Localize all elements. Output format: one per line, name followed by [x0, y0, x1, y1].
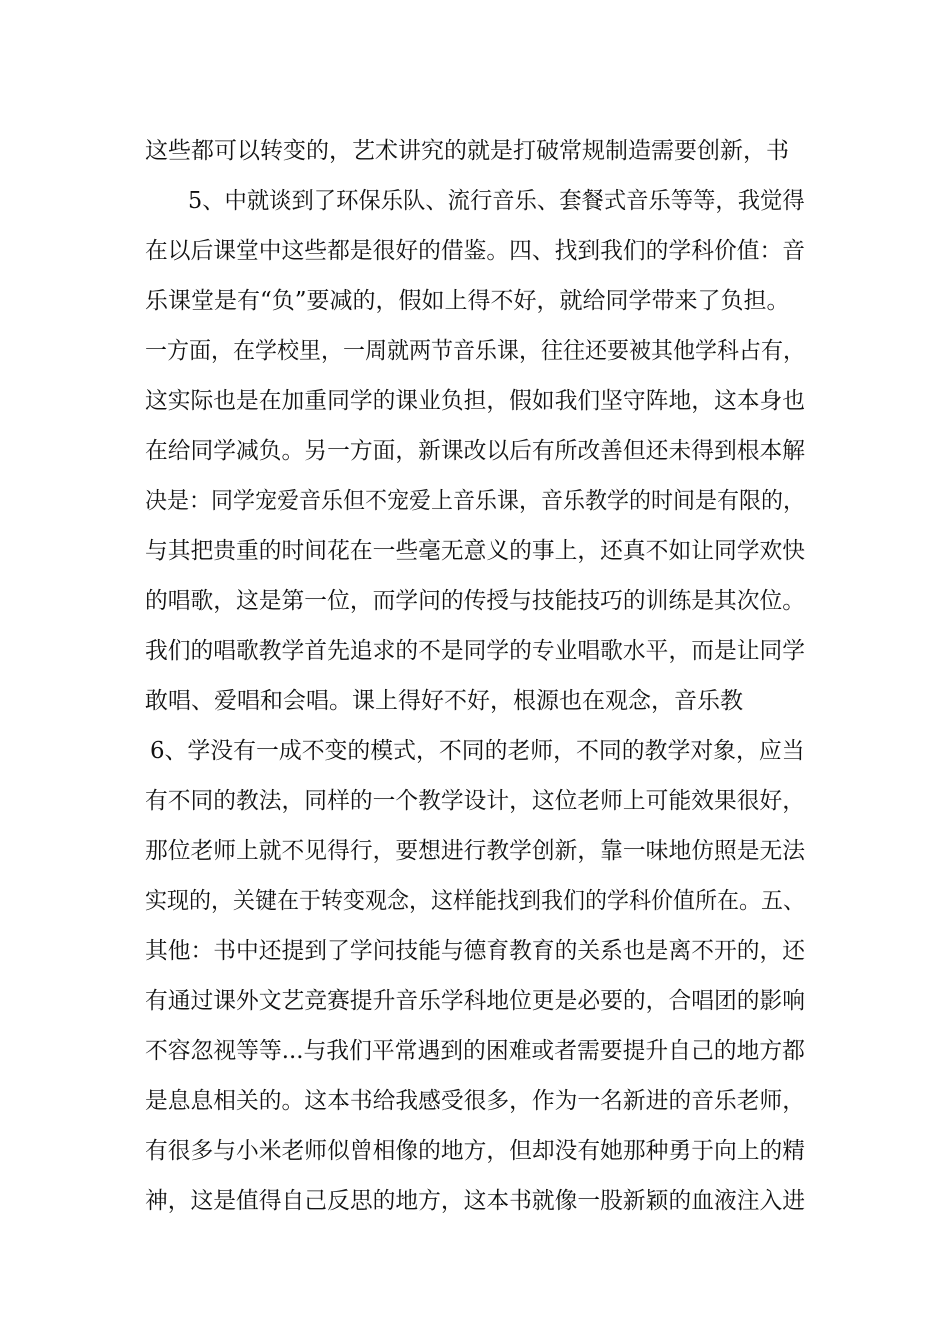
- text-line: 6、学没有一成不变的模式，不同的老师，不同的教学对象，应当: [150, 738, 805, 764]
- text-line: 实现的，关键在于转变观念，这样能找到我们的学科价值所在。五、: [145, 888, 805, 914]
- text-line: 我们的唱歌教学首先追求的不是同学的专业唱歌水平，而是让同学: [145, 638, 805, 664]
- text-line: 这实际也是在加重同学的课业负担，假如我们坚守阵地，这本身也: [145, 388, 805, 414]
- text-line: 一方面，在学校里，一周就两节音乐课，往往还要被其他学科占有，: [145, 338, 805, 364]
- text-line: 其他：书中还提到了学问技能与德育教育的关系也是离不开的，还: [145, 938, 805, 964]
- text-line: 那位老师上就不见得行，要想进行教学创新，靠一味地仿照是无法: [145, 838, 805, 864]
- text-line: 有很多与小米老师似曾相像的地方，但却没有她那种勇于向上的精: [145, 1138, 805, 1164]
- text-line: 有通过课外文艺竞赛提升音乐学科地位更是必要的，合唱团的影响: [145, 988, 805, 1014]
- text-line: 在给同学减负。另一方面，新课改以后有所改善但还未得到根本解: [145, 438, 805, 464]
- text-line: 决是：同学宠爱音乐但不宠爱上音乐课，音乐教学的时间是有限的，: [145, 488, 805, 514]
- text-line: 的唱歌，这是第一位，而学问的传授与技能技巧的训练是其次位。: [145, 588, 805, 614]
- text-line: 乐课堂是有“负”要减的，假如上得不好，就给同学带来了负担。: [145, 288, 790, 314]
- text-line: 敢唱、爱唱和会唱。课上得好不好，根源也在观念，音乐教: [145, 688, 743, 714]
- text-line: 在以后课堂中这些都是很好的借鉴。四、找到我们的学科价值：音: [145, 238, 805, 264]
- text-line: 这些都可以转变的，艺术讲究的就是打破常规制造需要创新，书: [145, 138, 789, 164]
- text-line: 与其把贵重的时间花在一些毫无意义的事上，还真不如让同学欢快: [145, 538, 805, 564]
- text-line: 神，这是值得自己反思的地方，这本书就像一股新颖的血液注入进: [145, 1188, 805, 1214]
- text-line: 是息息相关的。这本书给我感受很多，作为一名新进的音乐老师，: [145, 1088, 805, 1114]
- text-line: 5、中就谈到了环保乐队、流行音乐、套餐式音乐等等，我觉得: [188, 188, 805, 214]
- text-line: 有不同的教法，同样的一个教学设计，这位老师上可能效果很好，: [145, 788, 805, 814]
- text-line: 不容忽视等等...与我们平常遇到的困难或者需要提升自己的地方都: [145, 1038, 805, 1064]
